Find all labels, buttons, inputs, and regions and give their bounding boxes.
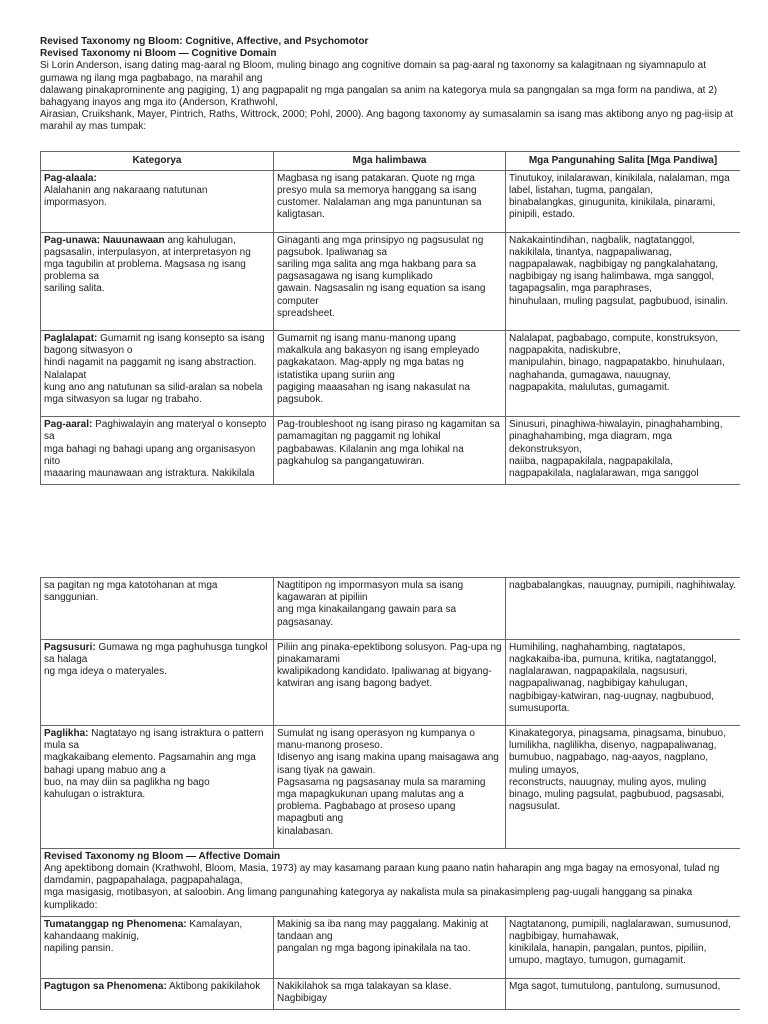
- examples-cell: Piliin ang pinaka-epektibong solusyon. Pag-upa ng pinakamarami kwalipikadong kandidato. Ipaliwanag at bigyang-katwiran ang isang bagong badyet.: [274, 639, 506, 725]
- keywords-cell: Nakakaintindihan, nagbalik, nagtatanggol, nakikilala, tinantya, nagpapaliwanag, nagpapalawak, nagbibigay ng pangkalahatang, nagbibigay ng isang halimbawa, mga sanggol, tagapagsalin, mga paraphrases, hinuhulaan, muling pagsulat, pagbubuod, isinalin.: [506, 232, 741, 330]
- affective-intro-row: [41, 848, 741, 916]
- category-cell: [41, 726, 274, 849]
- table-row: [41, 170, 741, 232]
- category-term: Pag-unawa: Nauunawaan: [44, 234, 165, 246]
- table-row: [41, 978, 741, 1009]
- page-gap: [0, 512, 768, 577]
- category-cell: [41, 978, 274, 1009]
- category-desc: ang kahulugan, pagsasalin, interpulasyon, at interpretasyon ng mga tagubilin at problema. Magsasa ng isang problema sa sariling salita.: [44, 234, 251, 295]
- table-row: [41, 232, 741, 330]
- examples-cell: Pag-troubleshoot ng isang piraso ng kagamitan sa pamamagitan ng paggamit ng lohikal pagbabawas. Kilalanin ang mga lohikal na pagkahulog sa pangangatuwiran.: [274, 417, 506, 485]
- category-cell: [41, 639, 274, 725]
- examples-cell: Gumamit ng isang manu-manong upang makalkula ang bakasyon ng isang empleyado pagkakataon. Mag-apply ng mga batas ng istatistika upang suriin ang pagiging maaasahan ng isang nakasulat na pagsubok.: [274, 331, 506, 417]
- keywords-cell: Tinutukoy, inilalarawan, kinikilala, nalalaman, mga label, listahan, tugma, pangalan, binabalangkas, ginugunita, kinikilala, pinarami, pinipili, estado.: [506, 170, 741, 232]
- examples-cell: Nagtitipon ng impormasyon mula sa isang kagawaran at pipiliin ang mga kinakailangang gawain para sa pagsasanay.: [274, 578, 506, 640]
- table-row: [41, 578, 741, 640]
- cognitive-table-continued: [40, 577, 740, 1010]
- table-row: [41, 331, 741, 417]
- keywords-cell: nagbabalangkas, nauugnay, pumipili, naghihiwalay.: [506, 578, 741, 640]
- examples-cell: Magbasa ng isang patakaran. Quote ng mga presyo mula sa memorya hanggang sa isang customer. Nalalaman ang mga panuntunan sa kaligtasan.: [274, 170, 506, 232]
- category-term: Pag-aaral:: [44, 419, 93, 431]
- category-cell: [41, 170, 274, 232]
- document-page-2: [40, 577, 740, 1024]
- cognitive-table: [40, 151, 740, 486]
- affective-intro-paragraph: Ang apektibong domain (Krathwohl, Bloom, Masia, 1973) ay may kasamang paraan kung paano natin haharapin ang mga bagay na emosyonal, tulad ng damdamin, pagpapahalaga, pagpapahalaga, mga masigasig, motibasyon, at saloobin. Ang limang pangunahing kategorya ay nakalista mula sa pinakasimpleng pag-uugali hanggang sa pinaka kumplikado:: [44, 863, 720, 911]
- header-kategorya: Kategorya: [41, 151, 274, 170]
- category-term: Pagtugon sa Phenomena:: [44, 980, 167, 992]
- keywords-cell: Nagtatanong, pumipili, naglalarawan, sumusunod, nagbibigay, humahawak, kinikilala, hanapin, pangalan, puntos, pipiliin, umupo, magtayo, tumugon, gumagamit.: [506, 916, 741, 978]
- category-desc: sa pagitan ng mga katotohanan at mga sanggunian.: [44, 580, 218, 604]
- category-desc: Paghiwalayin ang materyal o konsepto sa mga bahagi ng bahagi upang ang organisasyon nito maaaring maunawaan ang istraktura. Nakikilala: [44, 419, 267, 480]
- keywords-cell: Humihiling, naghahambing, nagtatapos, nagkakaiba-iba, pumuna, kritika, nagtatanggol, naglalarawan, nagpapakilala, nagsusuri, nagpapaliwanag, nagbibigay kahulugan, nagbibigay-katwiran, nag-uugnay, nagbubuod, sumusuporta.: [506, 639, 741, 725]
- category-cell: [41, 232, 274, 330]
- category-desc: Aktibong pakikilahok: [166, 980, 261, 992]
- header-salita: Mga Pangunahing Salita [Mga Pandiwa]: [506, 151, 741, 170]
- intro-paragraph: Si Lorin Anderson, isang dating mag-aaral ng Bloom, muling binago ang cognitive domain sa pag-aaral ng taxonomy sa kalagitnaan ng siyamnapulo at gumawa ng ilang mga pagbabago, na marahil ang dalawang pinakaprominente ang pagiging, 1) ang pagpapalit ng mga pangalan sa anim na kategorya mula sa pangngalan sa mga form na pandiwa, at 2) bahagyang inayos ang mga ito (Anderson, Krathwohl, Airasian, Cruikshank, Mayer, Pintrich, Raths, Wittrock, 2000; Pohl, 2000). Ang bagong taxonomy ay sumasalamin sa isang mas aktibong anyo ng pag-iisip at marahil ay mas tumpak:: [40, 60, 734, 133]
- category-cell: [41, 331, 274, 417]
- affective-intro-cell: [41, 848, 741, 916]
- document-page-1: [40, 36, 740, 512]
- header-halimbawa: Mga halimbawa: [274, 151, 506, 170]
- category-cell: [41, 916, 274, 978]
- document-title: Revised Taxonomy ng Bloom: Cognitive, Affective, and Psychomotor: [40, 36, 369, 47]
- category-desc: Gumawa ng mga paghuhusga tungkol sa halaga ng mga ideya o materyales.: [44, 641, 268, 678]
- keywords-cell: Mga sagot, tumutulong, pantulong, sumusunod,: [506, 978, 741, 1009]
- category-term: Tumatanggap ng Phenomena:: [44, 918, 187, 930]
- table-header-row: [41, 151, 741, 170]
- category-term: Paglalapat:: [44, 333, 98, 345]
- category-term: Pag-alaala:: [44, 172, 97, 184]
- category-cell: [41, 578, 274, 640]
- category-desc: Nagtatayo ng isang istraktura o pattern mula sa magkakaibang elemento. Pagsamahin ang mga bahagi upang mabuo ang a buo, na may diin sa paglikha ng bago kahulugan o istraktura.: [44, 728, 264, 801]
- category-term: Pagsusuri:: [44, 641, 96, 653]
- category-cell: [41, 417, 274, 485]
- keywords-cell: Nalalapat, pagbabago, compute, konstruksyon, nagpapakita, nadiskubre, manipulahin, binago, nagpapatakbo, hinuhulaan, naghahanda, gumagawa, nauugnay, nagpapakita, malulutas, gumagamit.: [506, 331, 741, 417]
- section-heading-cognitive: Revised Taxonomy ni Bloom — Cognitive Domain: [40, 48, 277, 60]
- category-desc: Gumamit ng isang konsepto sa isang bagong sitwasyon o hindi nagamit na paggamit ng isang abstraction. Nalalapat kung ano ang natutunan sa silid-aralan sa nobela mga sitwasyon sa lugar ng trabaho.: [44, 333, 265, 406]
- table-row: [41, 916, 741, 978]
- category-term: Paglikha:: [44, 728, 89, 740]
- keywords-cell: Kinakategorya, pinagsama, pinagsama, binubuo, lumilikha, naglilikha, disenyo, nagpapaliwanag, bumubuo, nagpabago, nag-aayos, nagplano, muling umayos, reconstructs, nauugnay, muling ayos, muling binago, muling pagsulat, pagbubuod, pagsasabi, nagsusulat.: [506, 726, 741, 849]
- category-desc: Kamalayan, kahandaang makinig, napiling pansin.: [44, 918, 243, 955]
- examples-cell: Ginaganti ang mga prinsipyo ng pagsusulat ng pagsubok. Ipaliwanag sa sariling mga salita ang mga hakbang para sa pagsasagawa ng isang kumplikado gawain. Nagsasalin ng isang equation sa isang computer spreadsheet.: [274, 232, 506, 330]
- section-heading-affective: Revised Taxonomy ng Bloom — Affective Domain: [44, 850, 281, 862]
- keywords-cell: Sinusuri, pinaghiwa-hiwalayin, pinaghahambing, pinaghahambing, mga diagram, mga dekonstruksyon, naiiba, nagpapakilala, nagpapakilala, nagpapakilala, naglalarawan, mga sanggol: [506, 417, 741, 485]
- table-row: [41, 639, 741, 725]
- examples-cell: Sumulat ng isang operasyon ng kumpanya o manu-manong proseso. Idisenyo ang isang makina upang maisagawa ang isang tiyak na gawain. Pagsasama ng pagsasanay mula sa maraming mga mapagkukunan upang malutas ang a problema. Pagbabago at proseso upang mapagbuti ang kinalabasan.: [274, 726, 506, 849]
- examples-cell: Nakikilahok sa mga talakayan sa klase. Nagbibigay: [274, 978, 506, 1009]
- examples-cell: Makinig sa iba nang may paggalang. Makinig at tandaan ang pangalan ng mga bagong ipinakilala na tao.: [274, 916, 506, 978]
- table-row: [41, 726, 741, 849]
- table-row: [41, 417, 741, 485]
- category-desc: Alalahanin ang nakaraang natutunan impormasyon.: [44, 185, 208, 209]
